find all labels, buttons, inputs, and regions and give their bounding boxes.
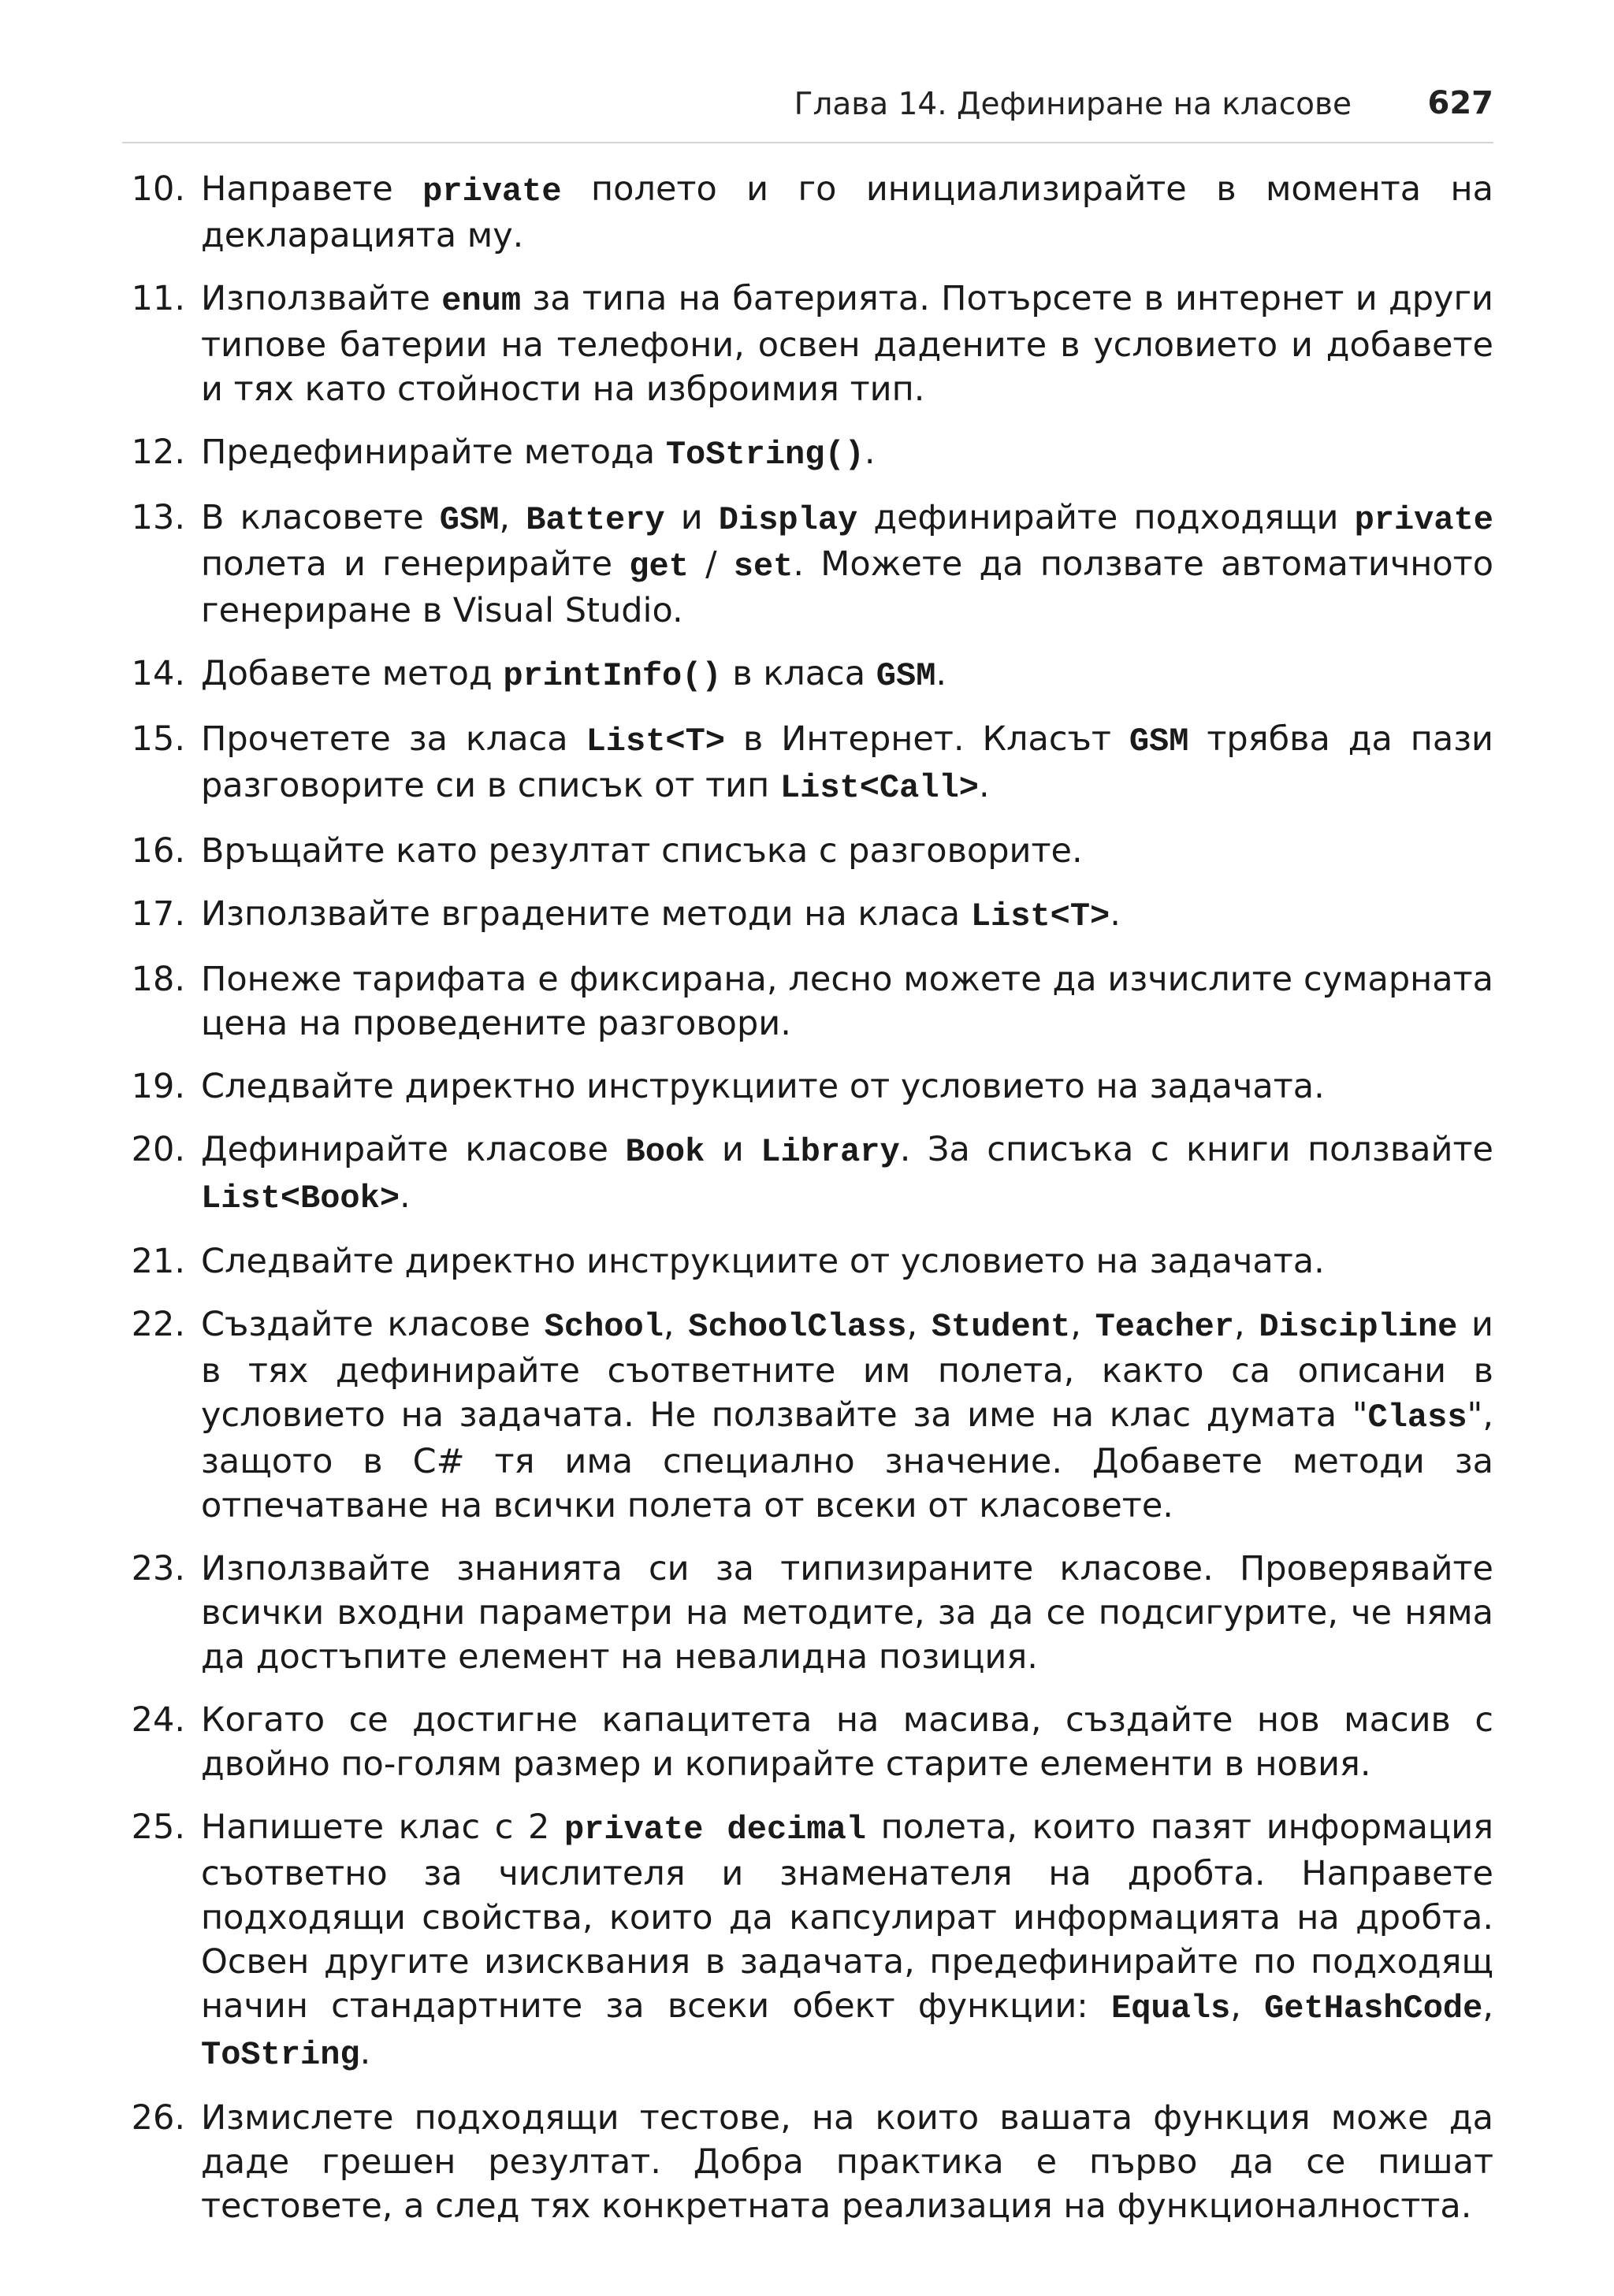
list-item <box>122 1805 1493 2077</box>
code-term: Battery <box>526 501 665 539</box>
item-text <box>201 1067 1325 1106</box>
item-number: 14. <box>131 654 185 693</box>
text-run: , <box>1070 1305 1095 1344</box>
text-run: Използвайте вградените методи на класа <box>201 894 971 934</box>
code-term: set <box>733 548 794 585</box>
item-number: 22. <box>131 1305 185 1344</box>
list-item <box>122 1547 1493 1679</box>
item-text <box>201 2098 1493 2226</box>
item-text <box>201 1700 1493 1784</box>
text-run: , <box>906 1305 932 1344</box>
item-text <box>201 831 1083 871</box>
code-term: printInfo() <box>503 657 722 695</box>
text-run: Предефинирайте метода <box>201 433 666 472</box>
item-number: 21. <box>131 1242 185 1281</box>
text-run: . <box>935 654 947 693</box>
item-number: 16. <box>131 831 185 871</box>
item-number: 23. <box>131 1549 185 1588</box>
code-term: List<Call> <box>779 769 979 807</box>
item-number: 11. <box>131 279 185 318</box>
text-run: Добавете метод <box>201 654 504 693</box>
item-text <box>201 1549 1493 1677</box>
hints-list <box>122 167 1493 2247</box>
running-header <box>122 79 1493 143</box>
list-item <box>122 430 1493 477</box>
item-text <box>201 1242 1325 1281</box>
text-run: Когато се достигне капацитета на масива, създайте нов масив с двойно по-голям размер и копирайте старите елементи в новия. <box>201 1700 1493 1784</box>
text-run: , <box>1234 1305 1259 1344</box>
item-text <box>201 433 876 472</box>
text-run: дефинирайте подходящи <box>857 498 1355 537</box>
code-term: private <box>422 173 562 210</box>
text-run: Използвайте <box>201 279 442 318</box>
item-number: 17. <box>131 894 185 934</box>
code-term: GSM <box>439 501 500 539</box>
text-run: в класа <box>721 654 876 693</box>
list-item <box>122 1302 1493 1528</box>
item-text <box>201 279 1493 409</box>
text-run: полета и генерирайте <box>201 544 630 584</box>
code-term: private <box>1354 501 1493 539</box>
text-run: , <box>499 498 526 537</box>
item-text <box>201 169 1493 255</box>
text-run: Дефинирайте класове <box>201 1130 626 1169</box>
text-run: В класовете <box>201 498 440 537</box>
list-item <box>122 1698 1493 1786</box>
text-run: и <box>664 498 719 537</box>
code-term: GSM <box>1129 723 1189 760</box>
text-run: Използвайте знанията си за типизираните класове. Проверявайте всички входни параметри на методите, за да се подсигурите, че няма да достъпите елемент на невалидна позиция. <box>201 1549 1493 1677</box>
code-term: Display <box>718 501 858 539</box>
list-item <box>122 1064 1493 1109</box>
item-number: 25. <box>131 1807 185 1847</box>
item-number: 19. <box>131 1067 185 1106</box>
code-term: Discipline <box>1259 1308 1458 1346</box>
text-run: трябва да пази разговорите си в списък от тип <box>201 719 1493 805</box>
text-run: , <box>1230 1986 1265 2026</box>
item-number: 12. <box>131 433 185 472</box>
text-run: и <box>705 1130 761 1169</box>
text-run: Напишете клас с 2 <box>201 1807 564 1847</box>
text-run: Прочетете за класа <box>201 719 586 759</box>
item-number: 26. <box>131 2098 185 2138</box>
list-item <box>122 1239 1493 1284</box>
page-number: 627 <box>1427 85 1493 121</box>
item-text <box>201 960 1493 1043</box>
code-term: List<Book> <box>201 1180 400 1217</box>
text-run: полето и го инициализирайте в момента на декларацията му. <box>201 169 1493 255</box>
item-number: 10. <box>131 169 185 209</box>
text-run: Създайте класове <box>201 1305 545 1344</box>
code-term: SchoolClass <box>688 1308 907 1346</box>
text-run: Следвайте директно инструкциите от условието на задачата. <box>201 1067 1325 1106</box>
list-item <box>122 1128 1493 1220</box>
text-run: . Можете да ползвате автоматичното генериране в Visual Studio. <box>201 544 1494 630</box>
list-item <box>122 496 1493 633</box>
code-term: ToString <box>201 2036 360 2074</box>
item-number: 20. <box>131 1130 185 1169</box>
list-item <box>122 957 1493 1046</box>
text-run: / <box>688 544 734 584</box>
text-run: . <box>400 1176 411 1216</box>
text-run: Направете <box>201 169 423 209</box>
item-number: 18. <box>131 960 185 999</box>
text-run: ", защото в C# тя има специално значение. Добавете методи за отпечатване на всички полета от всеки от класовете. <box>201 1395 1493 1525</box>
list-item <box>122 717 1493 810</box>
chapter-title: Глава 14. Дефиниране на класове <box>794 87 1352 122</box>
item-text <box>201 1807 1493 2072</box>
list-item <box>122 277 1493 411</box>
item-text <box>201 894 1121 934</box>
item-number: 13. <box>131 498 185 537</box>
code-term: Book <box>625 1133 705 1171</box>
list-item <box>122 652 1493 698</box>
text-run: . За списъка с книги ползвайте <box>899 1130 1493 1169</box>
text-run: Понеже тарифата е фиксирана, лесно можете да изчислите сумарната цена на проведените разговори. <box>201 960 1493 1043</box>
text-run: в Интернет. Класът <box>725 719 1129 759</box>
code-term: Student <box>931 1308 1071 1346</box>
code-term: GetHashCode <box>1264 1989 1483 2027</box>
list-item <box>122 829 1493 873</box>
text-run: Връщайте като резултат списъка с разговорите. <box>201 831 1083 871</box>
text-run: и в тях дефинирайте съответните им полета, както са описани в условието на задачата. Не ползвайте за име на клас думата " <box>201 1305 1493 1435</box>
text-run: . <box>864 433 876 472</box>
text-run: . <box>1110 894 1121 934</box>
text-run: полета, които пазят информация съответно за числителя и знаменателя на дробта. Направете подходящи свойства, които да капсулират информацията на дробта. Освен другите изисквания в задачата, предефинирайте по подходящ начин стандартните за всеки обект функции: <box>201 1807 1494 2026</box>
code-term: get <box>629 548 689 585</box>
list-item <box>122 2096 1493 2228</box>
code-term: School <box>544 1308 664 1346</box>
code-term: List<T> <box>586 723 726 760</box>
text-run: Следвайте директно инструкциите от условието на задачата. <box>201 1242 1325 1281</box>
code-term: Teacher <box>1095 1308 1235 1346</box>
code-term: enum <box>441 282 522 320</box>
list-item <box>122 892 1493 938</box>
code-term: GSM <box>876 657 936 695</box>
item-number: 15. <box>131 719 185 759</box>
item-text <box>201 498 1493 630</box>
code-term: Library <box>761 1133 900 1171</box>
item-text <box>201 1130 1493 1216</box>
text-run: . <box>978 766 990 805</box>
code-term: private decimal <box>563 1811 866 1848</box>
text-run: Измислете подходящи тестове, на които вашата функция може да даде грешен резултат. Добра практика е първо да се пишат тестовете, а след тях конкретната реализация на функционалността. <box>201 2098 1493 2226</box>
code-term: Class <box>1367 1399 1467 1436</box>
item-text <box>201 654 946 693</box>
code-term: Equals <box>1110 1989 1231 2027</box>
text-run: , <box>663 1305 689 1344</box>
list-item <box>122 167 1493 258</box>
text-run: . <box>359 2033 371 2072</box>
item-number: 24. <box>131 1700 185 1740</box>
item-text <box>201 1305 1493 1525</box>
code-term: List<T> <box>970 897 1110 935</box>
text-run: за типа на батерията. Потърсете в интернет и други типове батерии на телефони, освен дадените в условието и добавете и тях като стойности на изброимия тип. <box>201 279 1493 409</box>
item-text <box>201 719 1493 805</box>
code-term: ToString() <box>665 436 865 474</box>
text-run: , <box>1482 1986 1493 2026</box>
